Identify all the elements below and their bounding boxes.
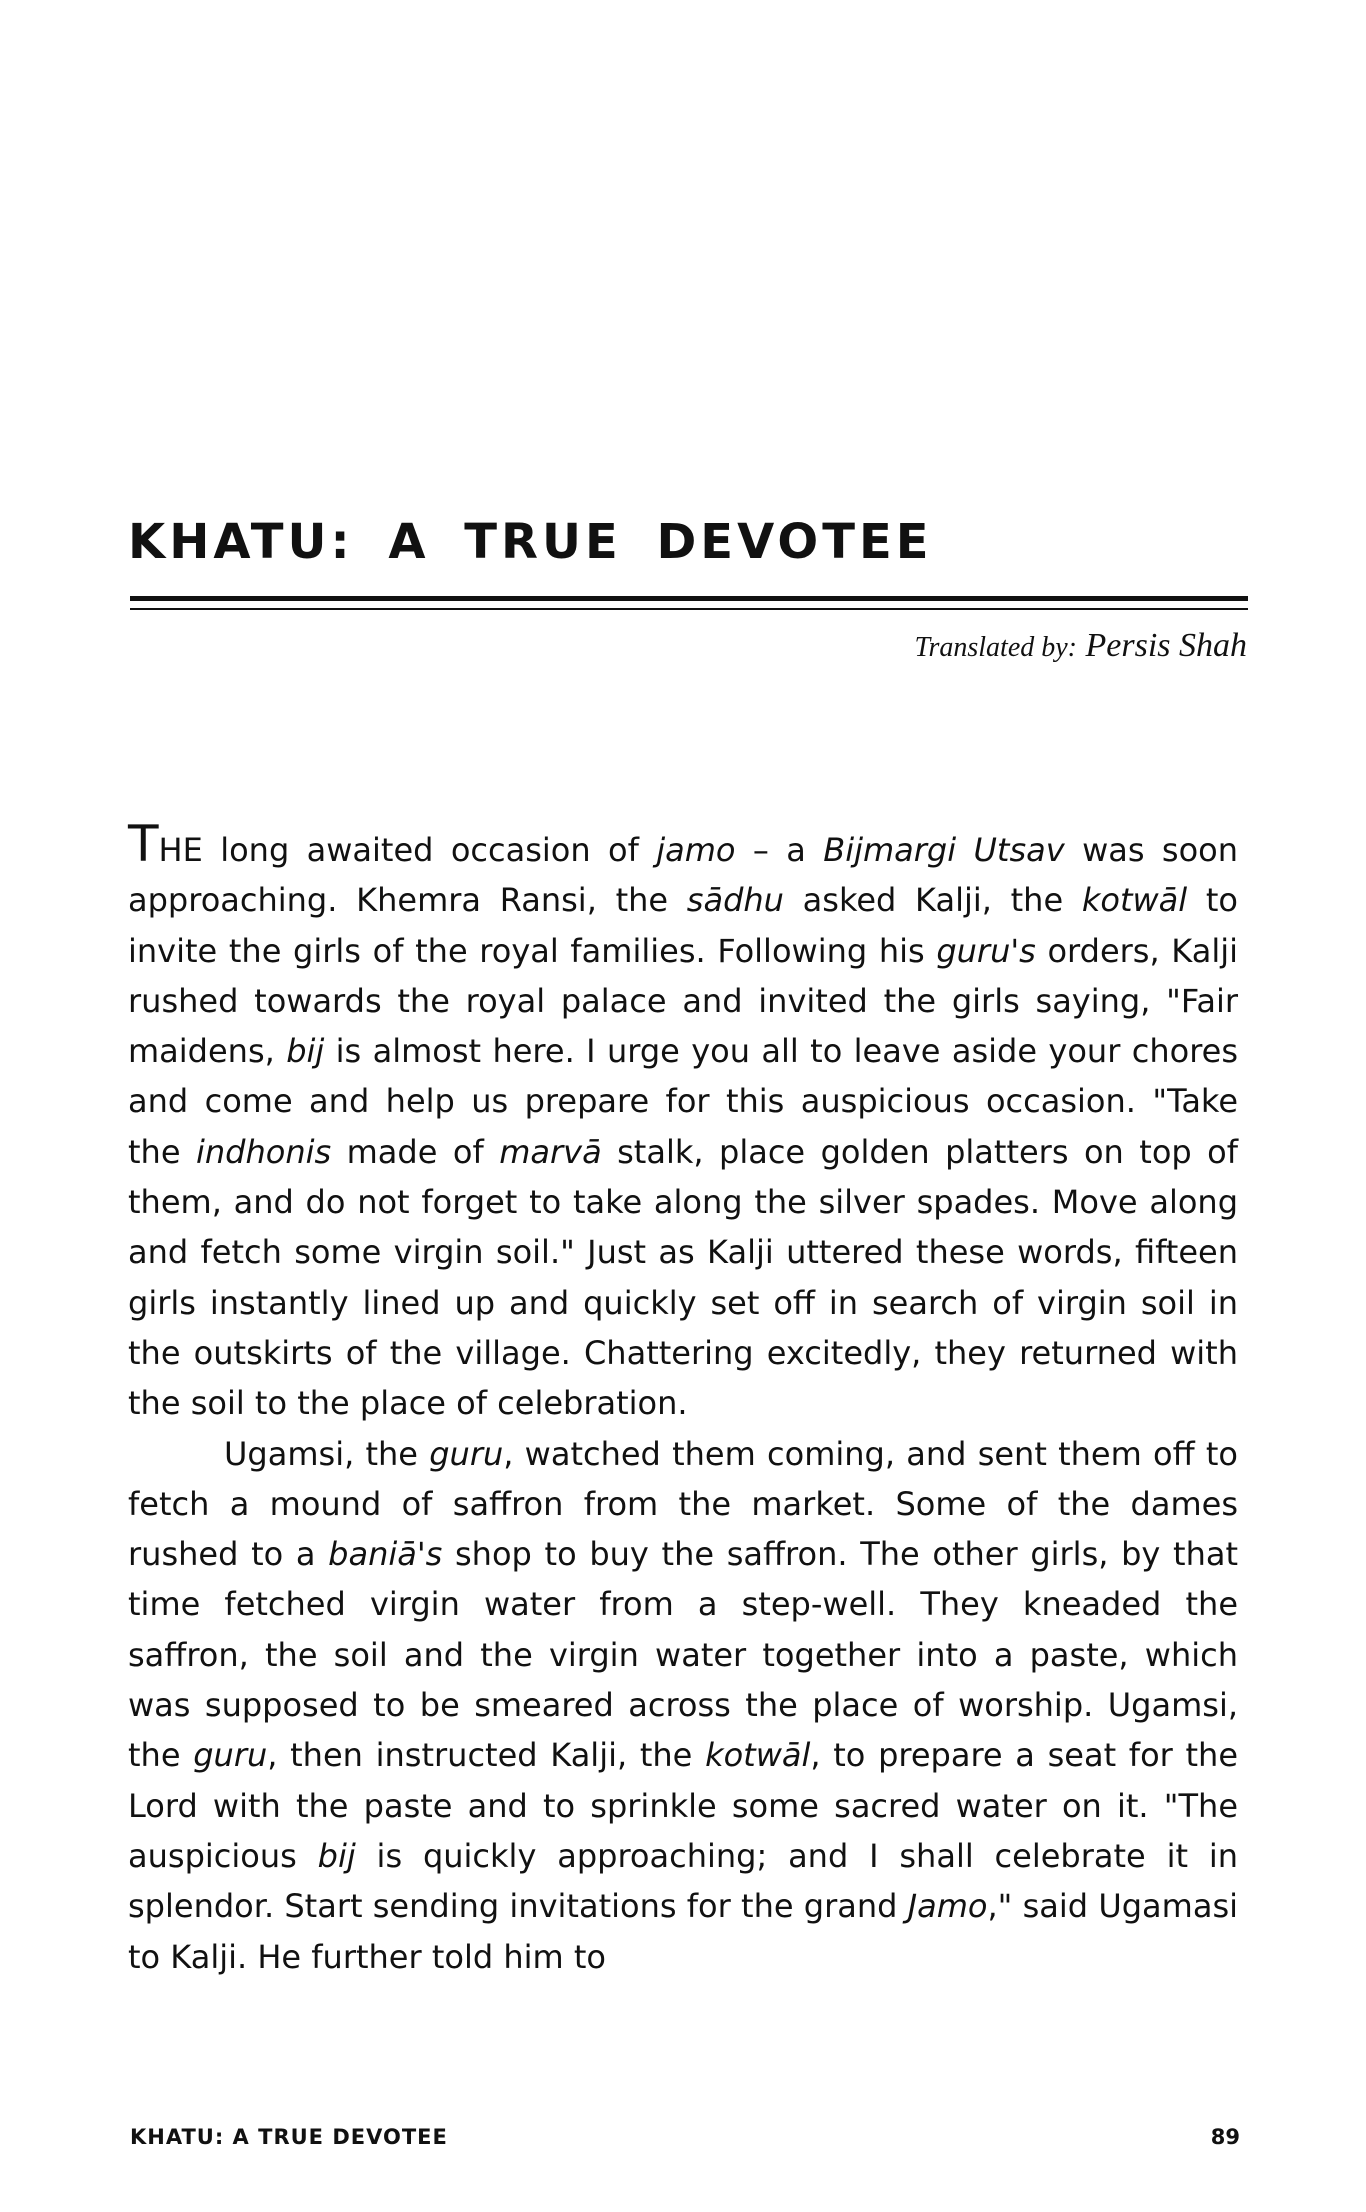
- term-guru: guru: [193, 1736, 268, 1775]
- drop-cap: T: [128, 815, 159, 873]
- chapter-title: KHATU: A TRUE DEVOTEE: [128, 514, 933, 570]
- term-bij: bij: [317, 1836, 356, 1875]
- term-jamo: Jamo: [907, 1887, 988, 1926]
- term-jamo: jamo: [656, 831, 736, 869]
- term-marva: marvā: [499, 1132, 602, 1171]
- byline-label: Translated by:: [914, 632, 1077, 663]
- title-rule-thick: [130, 596, 1248, 601]
- term-sadhu: sādhu: [686, 881, 784, 920]
- term-kotwal: kotwāl: [705, 1736, 811, 1775]
- running-footer-title: KHATU: A TRUE DEVOTEE: [130, 2125, 448, 2149]
- term-kotwal: kotwāl: [1081, 881, 1188, 920]
- paragraph-2: Ugamsi, the guru, watched them coming, and sent them off to fetch a mound of saffron from the market. Some of the dames rushed to a baniā's shop to buy the saffron. The other girls, by that time fetched virgin water from a step-well. They kneaded the saffron, the soil and the virgin water together into a paste, which was supposed to be smeared across the place of worship. Ugamsi, the guru, then instructed Kalji, the kotwāl, to prepare a seat for the Lord with the paste and to sprinkle some sacred water on it. "The auspicious bij is quickly approaching; and I shall celebrate it in splendor. Start sending invitations for the grand Jamo," said Ugamasi to Kalji. He further told him to: [128, 1434, 1239, 1976]
- term-bij: bij: [286, 1032, 325, 1071]
- translator-name: Persis Shah: [1085, 627, 1247, 664]
- chapter-body: [128, 815, 1239, 1982]
- paragraph-1: THE long awaited occasion of jamo – a Bijmargi Utsav was soon approaching. Khemra Ransi, the sādhu asked Kalji, the kotwāl to invite the girls of the royal families. Following his guru's orders, Kalji rushed towards the royal palace and invited the girls saying, "Fair maidens, bij is almost here. I urge you all to leave aside your chores and come and help us prepare for this auspicious occasion. "Take the indhonis made of marvā stalk, place golden platters on top of them, and do not forget to take along the silver spades. Move along and fetch some virgin soil." Just as Kalji uttered these words, fifteen girls instantly lined up and quickly set off in search of virgin soil in the outskirts of the village. Chattering excitedly, they returned with the soil to the place of celebration.: [128, 815, 1239, 1423]
- term-indhonis: indhonis: [195, 1132, 332, 1171]
- term-guru: guru: [429, 1434, 504, 1473]
- translator-byline: [914, 624, 1247, 670]
- term-banias: baniā's: [328, 1535, 443, 1574]
- term-bijmargi-utsav: Bijmargi Utsav: [823, 831, 1065, 869]
- title-rule-thin: [130, 608, 1248, 610]
- term-gurus: guru's: [936, 931, 1036, 970]
- page-number: 89: [1210, 2125, 1240, 2149]
